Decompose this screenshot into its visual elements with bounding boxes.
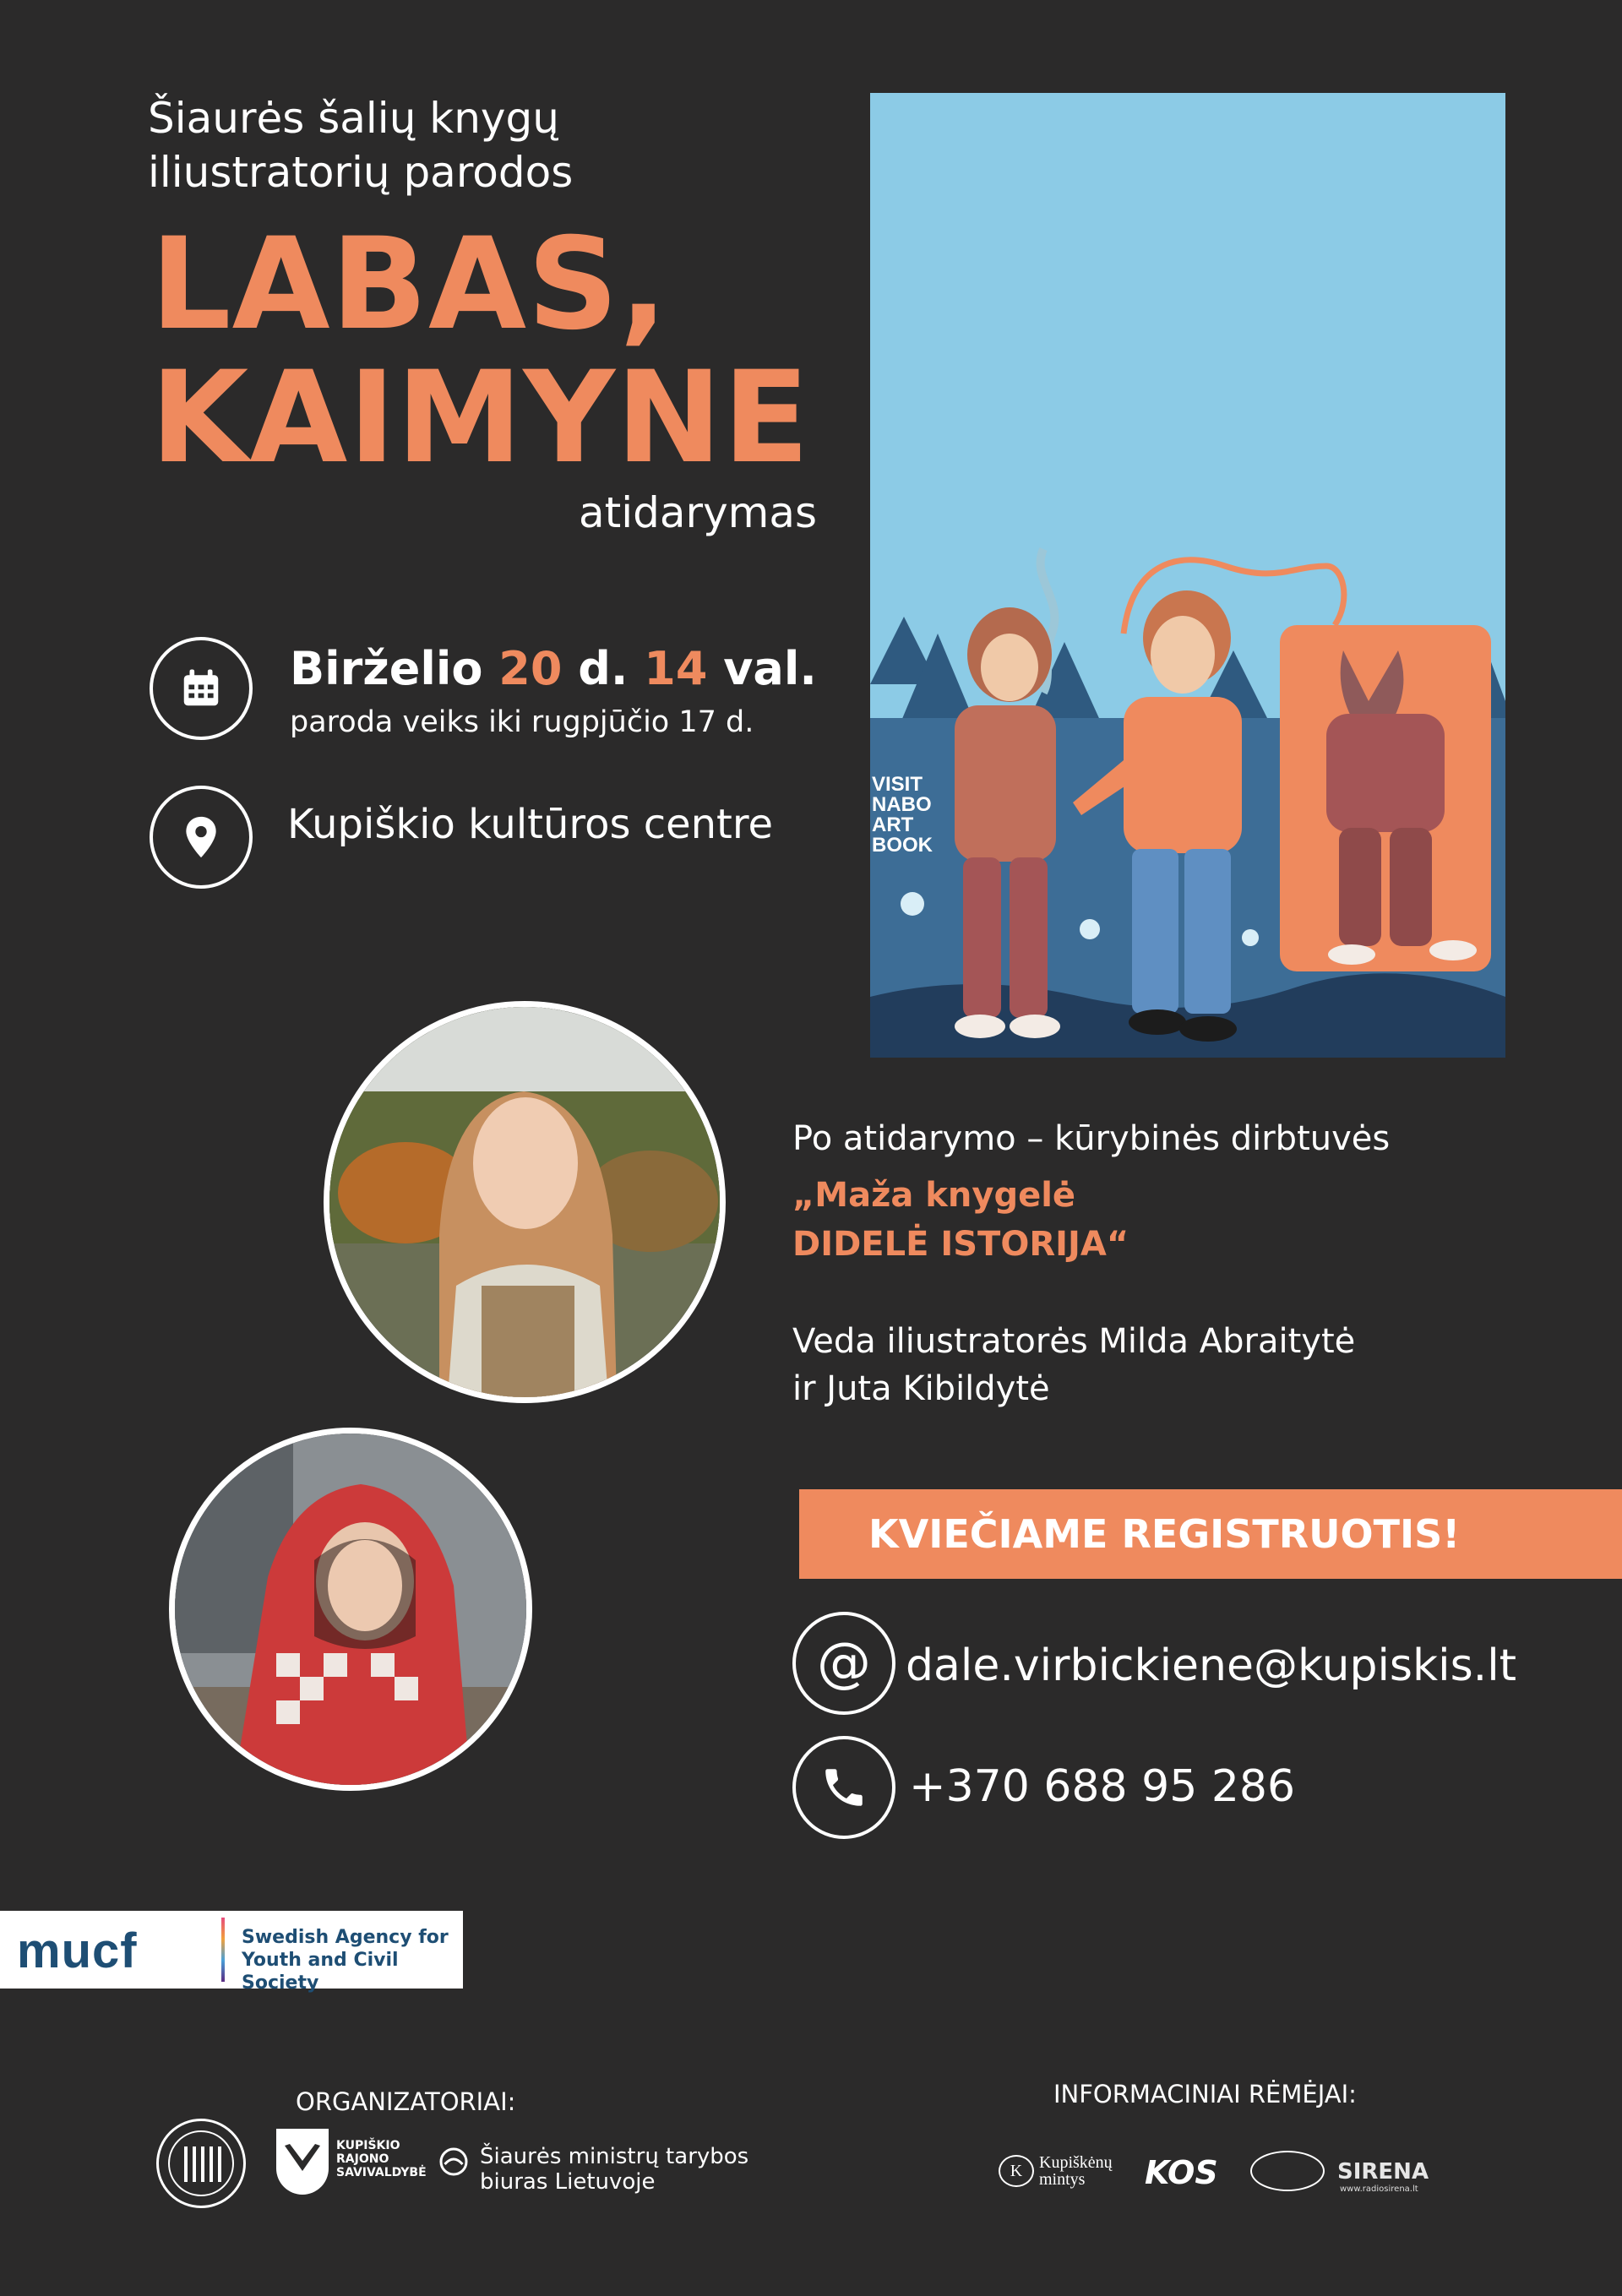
mucf-line-2: Youth and Civil Society [242, 1950, 399, 1994]
opening-label: atidarymas [579, 488, 818, 537]
contact-email[interactable]: dale.virbickiene@kupiskis.lt [906, 1640, 1517, 1691]
workshop-hosts [792, 1318, 1553, 1412]
nordic-council-office-text [480, 2144, 748, 2195]
kupiskio-culture-centre-logo [156, 2119, 246, 2208]
contact-phone[interactable]: +370 688 95 286 [909, 1761, 1296, 1812]
nordic-line-1: Šiaurės ministrų tarybos [480, 2144, 749, 2169]
mucf-logo-word: mucf [17, 1923, 138, 1978]
exhibition-title [150, 211, 811, 492]
register-banner [799, 1489, 1622, 1579]
sponsors-label: INFORMACINIAI RĖMĖJAI: [1053, 2080, 1357, 2108]
nordic-line-2: biuras Lietuvoje [480, 2169, 656, 2195]
date-day: 20 [498, 642, 563, 695]
kupiskenu-mintys-k-icon: K [999, 2155, 1034, 2187]
nordic-council-swan-icon [438, 2146, 469, 2180]
title-line-1: LABAS, [150, 211, 669, 358]
kos-studio-logo: KOS [1145, 2154, 1218, 2191]
kupiskis-district-text [336, 2139, 427, 2179]
mucf-logo-text [242, 1926, 463, 1994]
organizers-label: ORGANIZATORIAI: [296, 2087, 516, 2116]
date-val: val. [723, 642, 817, 695]
mucf-line-1: Swedish Agency for [242, 1927, 449, 1948]
hosts-line-1: Veda iliustratorės Milda Abraitytė [792, 1322, 1356, 1361]
title-line-2: KAIMYNE [150, 345, 811, 492]
event-location: Kupiškio kultūros centre [287, 801, 774, 848]
workshop-intro: Po atidarymo – kūrybinės dirbtuvės [792, 1119, 1391, 1158]
mucf-logo-bar [221, 1918, 225, 1982]
workshop-info [792, 1117, 1553, 1269]
poster-text-nabo: NABO [872, 793, 932, 816]
phone-icon [792, 1736, 895, 1839]
date-d: d. [578, 642, 629, 695]
poster-text-art: ART [872, 813, 914, 836]
location-pin-icon [150, 786, 253, 889]
workshop-name-line-2: DIDELĖ ISTORIJA“ [792, 1225, 1129, 1264]
register-label: KVIEČIAME REGISTRUOTIS! [868, 1511, 1461, 1557]
at-sign-icon: @ [792, 1612, 895, 1715]
portrait-photo-milda [324, 1001, 726, 1403]
event-date [290, 642, 817, 695]
radio-sirena-url: www.radiosirena.lt [1340, 2184, 1418, 2194]
date-hour: 14 [644, 642, 708, 695]
subtitle-line-1: Šiaurės šalių knygų [148, 94, 559, 143]
kupiskenu-mintys-logo [1039, 2154, 1113, 2188]
exhibition-duration: paroda veiks iki rugpjūčio 17 d. [290, 705, 754, 739]
kupiskis-district-coat-of-arms [276, 2129, 329, 2195]
district-line-3: SAVIVALDYBĖ [336, 2166, 427, 2179]
portrait-photo-juta [169, 1428, 532, 1791]
subtitle-line-2: iliustratorių parodos [148, 148, 574, 197]
date-month: Birželio [290, 642, 483, 695]
exhibition-poster-illustration [870, 93, 1505, 1058]
district-line-1: KUPIŠKIO [336, 2139, 400, 2152]
workshop-name-line-1: „Maža knygelė [792, 1176, 1076, 1215]
poster-text-book: BOOK [872, 834, 933, 857]
exhibition-subtitle [148, 91, 573, 199]
hosts-line-2: ir Juta Kibildytė [792, 1369, 1050, 1408]
radio-sirena-logo: SIRENA [1337, 2159, 1429, 2184]
district-line-2: RAJONO [336, 2152, 389, 2166]
mucf-logo [0, 1911, 463, 1994]
calendar-icon [150, 637, 253, 740]
poster-text-visit: VISIT [872, 773, 923, 796]
kupiskenu-line-2: mintys [1039, 2170, 1086, 2189]
kupiskenu-line-1: Kupiškėnų [1039, 2153, 1113, 2172]
kupiskis-sponsor-emblem [1250, 2151, 1325, 2191]
